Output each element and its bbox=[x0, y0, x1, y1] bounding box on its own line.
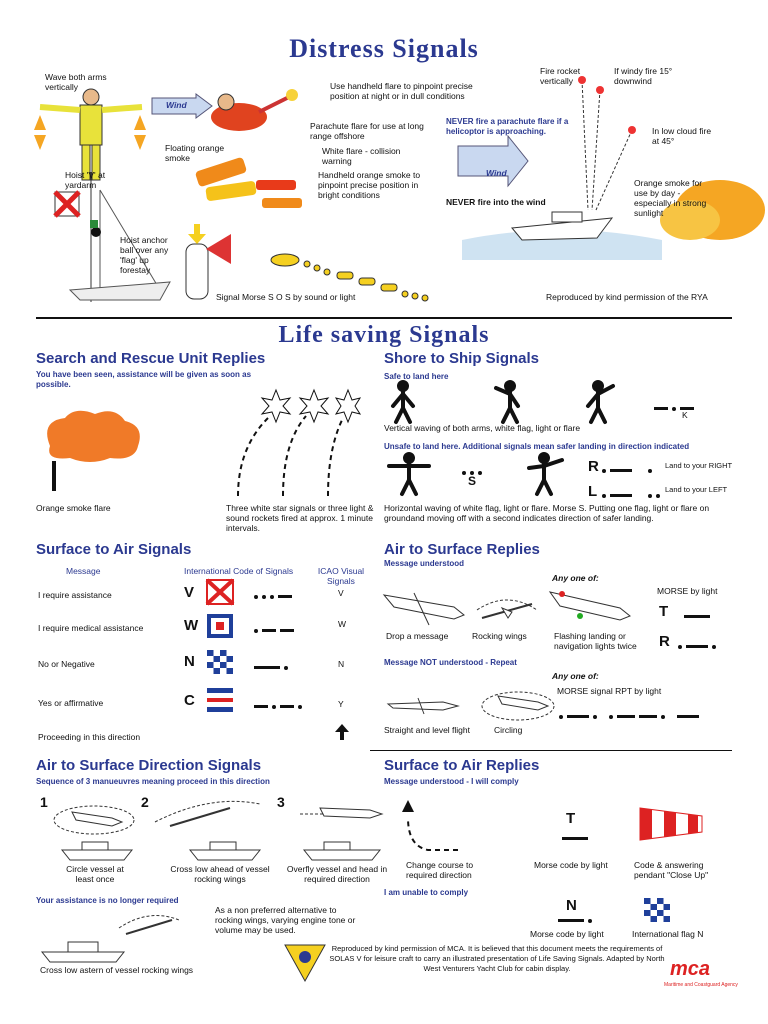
handheld-smoke-label: Handheld orange smoke to pinpoint precise position in bright conditions bbox=[318, 170, 421, 200]
person-flare-illustration bbox=[204, 82, 324, 142]
row-message: Proceeding in this direction bbox=[38, 732, 141, 742]
wind-label-2: Wind bbox=[486, 168, 507, 178]
r-morse bbox=[600, 462, 654, 480]
morse-light-label: Morse code by light bbox=[534, 860, 608, 870]
orange-use-label: Orange smoke for use by day - especially in strong sunlight bbox=[634, 178, 707, 218]
t-morse bbox=[682, 608, 712, 626]
any-one-label: Any one of: bbox=[552, 573, 599, 583]
change-course-label: Change course to required direction bbox=[406, 860, 474, 880]
land-left-label: Land to your LEFT bbox=[665, 485, 728, 494]
k-morse bbox=[652, 400, 696, 418]
not-understood-label: Message NOT understood - Repeat bbox=[384, 658, 517, 667]
flares-illustration bbox=[196, 150, 316, 220]
aircraft-drop-illustration bbox=[384, 585, 464, 625]
any-one-label-2: Any one of: bbox=[552, 671, 599, 681]
cross-vessel-illustration bbox=[150, 794, 270, 864]
circle-label: Circle vessel at least once bbox=[66, 864, 124, 884]
k-letter: K bbox=[682, 410, 688, 420]
c-morse bbox=[252, 698, 304, 716]
never-wind-label: NEVER fire into the wind bbox=[446, 197, 546, 207]
row-icao: W bbox=[338, 619, 347, 629]
never-parachute-label: NEVER fire a parachute flare if a helicoptor is approaching. bbox=[446, 117, 569, 136]
astern-vessel-illustration bbox=[38, 936, 128, 964]
step-number: 3 bbox=[277, 794, 285, 810]
flag-c-icon bbox=[207, 688, 233, 712]
change-course-illustration bbox=[398, 798, 468, 854]
atsd-sub: Sequence of 3 manueuvres meaning proceed in this direction bbox=[36, 777, 270, 786]
flag-n-icon bbox=[207, 650, 233, 674]
fire-rocket-label: Fire rocket vertically bbox=[540, 66, 581, 86]
atsd-heading: Air to Surface Direction Signals bbox=[36, 757, 262, 774]
orange-smoke-label: Orange smoke flare bbox=[36, 503, 111, 513]
rya-credit: Reproduced by kind permission of the RYA bbox=[546, 292, 708, 302]
row-icao: V bbox=[338, 588, 344, 598]
low-cloud-label: In low cloud fire at 45° bbox=[652, 126, 712, 146]
star-rockets-illustration bbox=[228, 388, 358, 498]
divider bbox=[370, 750, 732, 751]
flashing-label: Flashing landing or navigation lights twice bbox=[554, 631, 637, 651]
star-heading: Surface to Air Replies bbox=[384, 757, 540, 774]
aircraft-lights-illustration bbox=[550, 582, 630, 628]
t-morse bbox=[560, 830, 590, 848]
unable-label: I am unable to comply bbox=[384, 888, 469, 897]
row-letter: V bbox=[184, 584, 195, 601]
handheld-flare-label: Use handheld flare to pinpoint precise position at night or in dull conditions bbox=[330, 81, 473, 101]
section-divider bbox=[36, 317, 732, 319]
star-sub: Message understood - I will comply bbox=[384, 777, 519, 786]
sar-sub: You have been seen, assistance will be given as soon as possible. bbox=[36, 370, 252, 389]
overfly-label: Overfly vessel and head in required direction bbox=[286, 864, 388, 884]
row-letter: W bbox=[184, 617, 199, 634]
morse-light-label: MORSE by light bbox=[657, 586, 718, 596]
safe-figures-illustration bbox=[388, 380, 628, 425]
wind-label-1: Wind bbox=[166, 100, 187, 110]
row-letter: N bbox=[184, 653, 195, 670]
n-letter: N bbox=[566, 897, 577, 914]
no-longer-label: Your assistance is no longer required bbox=[36, 896, 179, 905]
star-rockets-label: Three white star signals or three light & sound rockets fired at approx. 1 minute intervals. bbox=[226, 503, 374, 533]
sta-heading: Surface to Air Signals bbox=[36, 541, 192, 558]
row-icao: N bbox=[338, 659, 345, 669]
mca-logo: mca bbox=[670, 958, 711, 980]
n-morse bbox=[252, 659, 290, 677]
orange-smoke-icon bbox=[40, 406, 150, 496]
l-letter: L bbox=[588, 483, 598, 500]
row-message: No or Negative bbox=[38, 659, 95, 669]
morse-light-label-2: Morse code by light bbox=[530, 929, 604, 939]
circling-label: Circling bbox=[494, 725, 523, 735]
row-message: Yes or affirmative bbox=[38, 698, 104, 708]
pendant-label: Code & answering pendant "Close Up" bbox=[634, 860, 709, 880]
club-burgee-logo bbox=[285, 945, 325, 981]
aircraft-straight-illustration bbox=[388, 694, 458, 716]
row-icao: Y bbox=[338, 699, 344, 709]
n-morse bbox=[556, 912, 594, 930]
overfly-vessel-illustration bbox=[300, 794, 390, 864]
windy-label: If windy fire 15° downwind bbox=[614, 66, 673, 86]
mca-sub: Maritime and Coastguard Agency bbox=[664, 982, 738, 988]
t-letter: T bbox=[566, 810, 576, 827]
v-morse bbox=[252, 588, 294, 606]
life-saving-title: Life saving Signals bbox=[278, 322, 490, 348]
aircraft-rocking-illustration bbox=[472, 590, 542, 626]
step-number: 1 bbox=[40, 794, 48, 810]
unsafe-figures-illustration bbox=[384, 452, 584, 498]
answering-pendant-icon bbox=[640, 808, 702, 840]
flag-w-icon bbox=[207, 614, 233, 638]
s-letter: S bbox=[468, 474, 477, 488]
aircraft-circling-illustration bbox=[478, 682, 558, 722]
row-letter: C bbox=[184, 692, 195, 709]
unsafe-label: Unsafe to land here. Additional signals mean safer landing in direction indicated bbox=[384, 442, 690, 451]
col-icao: ICAO Visual Signals bbox=[317, 566, 365, 586]
wave-arms-label: Wave both arms vertically bbox=[45, 72, 107, 92]
up-arrow-icon bbox=[335, 724, 349, 740]
cross-label: Cross low ahead of vessel rocking wings bbox=[170, 864, 270, 884]
footer-credit: Reproduced by kind permission of MCA. It is believed that this document meets the requirements of SOLAS V for leisure craft to carry an illustrated presentation of Life Saving Signals. Adapted by North West Venturers Yacht Club for cabin display. bbox=[329, 944, 665, 973]
shore-heading: Shore to Ship Signals bbox=[384, 350, 540, 367]
rpt-label: MORSE signal RPT by light bbox=[557, 686, 662, 696]
sar-heading: Search and Rescue Unit Replies bbox=[36, 350, 266, 367]
circle-vessel-illustration bbox=[52, 794, 142, 864]
motorboat-illustration bbox=[462, 200, 662, 260]
vertical-waving-label: Vertical waving of both arms, white flag, light or flare bbox=[384, 423, 581, 433]
parachute-flare-label: Parachute flare for use at long range offshore bbox=[310, 121, 424, 141]
intl-flag-label: International flag N bbox=[632, 929, 704, 939]
rocking-label: Rocking wings bbox=[472, 631, 527, 641]
row-message: I require medical assistance bbox=[38, 623, 144, 633]
flag-v-icon bbox=[207, 580, 233, 604]
w-morse bbox=[252, 622, 296, 640]
alt-label: As a non preferred alternative to rocking wings, varying engine tone or volume may be used. bbox=[215, 905, 356, 935]
hoist-v-label: Hoist 'V' at yardarm bbox=[65, 170, 106, 190]
drop-label: Drop a message bbox=[386, 631, 449, 641]
land-right-label: Land to your RIGHT bbox=[665, 461, 733, 470]
understood-label: Message understood bbox=[384, 559, 465, 568]
floating-smoke-label: Floating orange smoke bbox=[165, 143, 225, 163]
white-flare-label: White flare - collision warning bbox=[322, 146, 401, 166]
r-morse bbox=[676, 638, 718, 656]
t-letter: T bbox=[659, 603, 669, 620]
r-letter: R bbox=[588, 458, 599, 475]
horizontal-waving-label: Horizontal waving of white flag, light or flare. Morse S. Putting one flag, light or flare on groundand moving off with a second indicates direction of safer landing. bbox=[384, 503, 710, 523]
wind-arrow-icon bbox=[458, 136, 528, 186]
hoist-ball-label: Hoist anchor ball over any 'flag' up forestay bbox=[120, 235, 169, 275]
ats-heading: Air to Surface Replies bbox=[384, 541, 540, 558]
col-message: Message bbox=[66, 566, 101, 576]
astern-label: Cross low astern of vessel rocking wings bbox=[40, 965, 194, 975]
col-code: International Code of Signals bbox=[184, 566, 294, 576]
step-number: 2 bbox=[141, 794, 149, 810]
sos-label: Signal Morse S O S by sound or light bbox=[216, 292, 356, 302]
r-letter: R bbox=[659, 633, 670, 650]
rpt-morse bbox=[557, 708, 701, 726]
distress-title: Distress Signals bbox=[289, 34, 479, 63]
safe-to-land-label: Safe to land here bbox=[384, 372, 449, 381]
flag-n-icon bbox=[644, 898, 670, 922]
straight-label: Straight and level flight bbox=[384, 725, 470, 735]
row-message: I require assistance bbox=[38, 590, 112, 600]
